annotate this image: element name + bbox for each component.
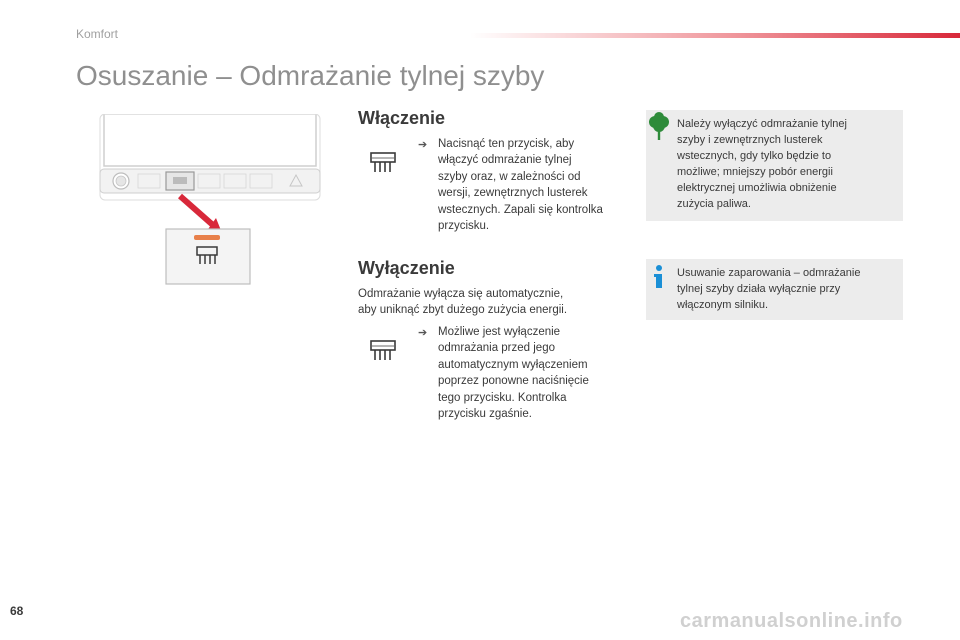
leaf-icon: [646, 112, 672, 142]
bullet-arrow: ➔: [418, 139, 428, 151]
rear-defrost-icon: [368, 150, 398, 176]
page-title: Osuszanie – Odmrażanie tylnej szyby: [76, 60, 545, 91]
off-bullet-text: Możliwe jest wyłączenie odmrażania przed jego automatycznym wyłączeniem poprzez ponowne naciśnięcie tego przycisku. Kontrolka przycisku zgaśnie.: [438, 326, 589, 421]
control-panel-illustration: [94, 114, 326, 286]
off-heading: Wyłączenie: [358, 258, 455, 278]
eco-note-text: Należy wyłączyć odmrażanie tylnej szyby i zewnętrznych lusterek wstecznych, gdy tylko będzie to możliwe; mniejszy pobór energii elektrycznej umożliwia obniżenie zużycia paliwa.: [677, 118, 847, 210]
info-icon: [652, 264, 666, 290]
header-accent-bar: [470, 33, 960, 38]
page-number: 68: [10, 604, 24, 618]
bullet-arrow: ➔: [418, 327, 428, 339]
on-heading: Włączenie: [358, 108, 446, 128]
off-intro-text: Odmrażanie wyłącza się automatycznie, aby uniknąć zbyt dużego zużycia energii.: [358, 288, 568, 317]
on-bullet-text: Nacisnąć ten przycisk, aby włączyć odmrażanie tylnej szyby oraz, w zależności od wersji, zewnętrznych lusterek wstecznych. Zapali się kontrolka przycisku.: [438, 138, 603, 233]
rear-defrost-icon: [368, 338, 398, 364]
info-note-text: Usuwanie zaparowania – odmrażanie tylnej szyby działa wyłącznie przy włączonym silniku.: [677, 267, 861, 311]
section-label: Komfort: [76, 27, 119, 41]
watermark: carmanualsonline.info: [680, 610, 903, 632]
